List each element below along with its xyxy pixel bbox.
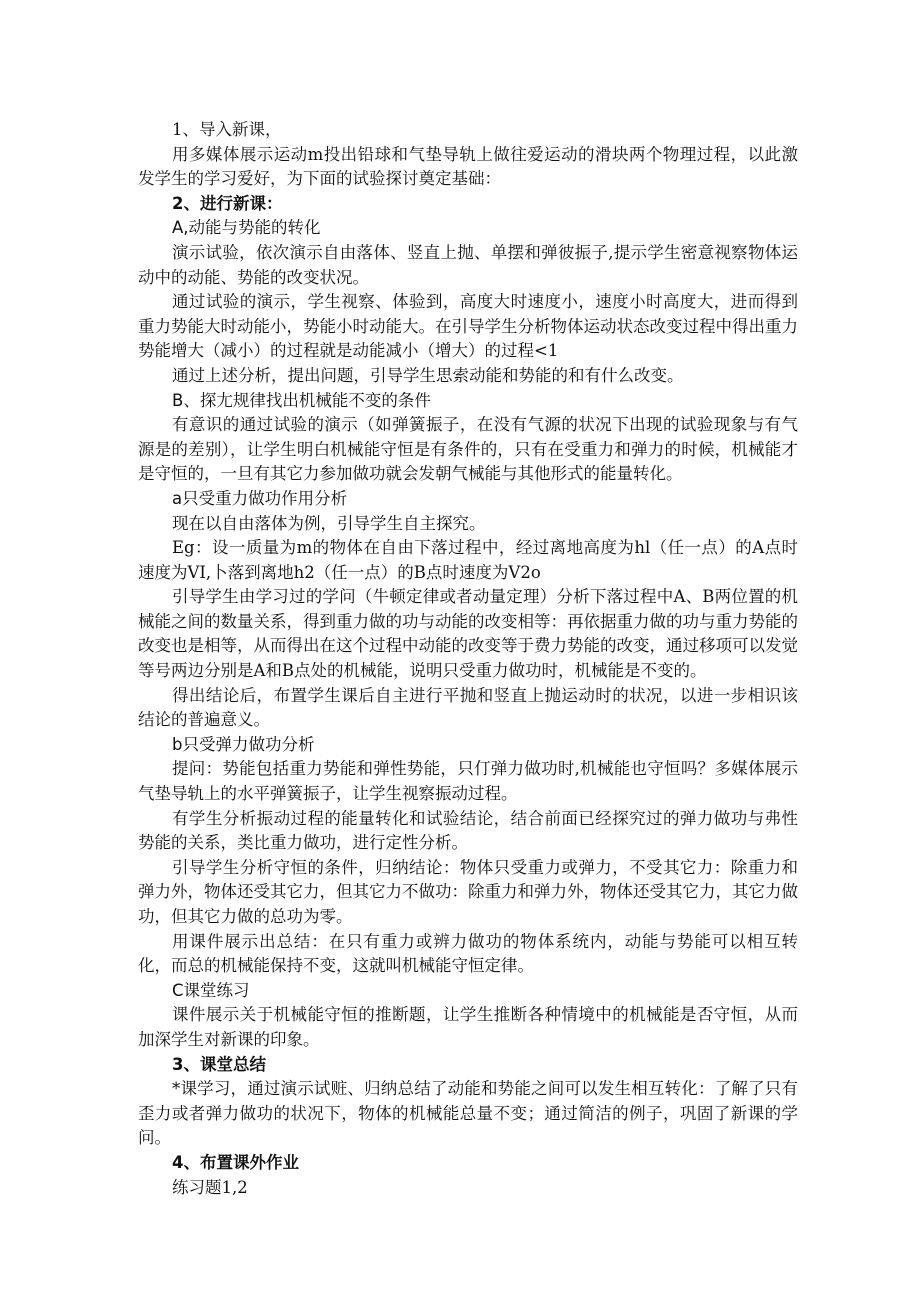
subheading-elastic: b只受弹力做功分析 [172,734,315,754]
paragraph: 引导学生由学习过的学问（牛顿定律或者动量定理）分析下落过程中A、B两位置的机械能之间的数量关系，得到重力做的功与动能的改变相等：再依据重力做的功与重力势能的改变也是相等，从而得出在这个过程中动能的改变等于费力势能的改变，通过移项可以发觉等号两边分别是A和B点处的机械能，说明只受重力做功时，机械能是不变的。 [138,587,798,681]
paragraph: 演示试验，依次演示自由落体、竖直上抛、单摆和弹彼振子,提示学生密意视察物体运动中的动能、势能的改变状况。 [138,242,798,287]
paragraph: 用多媒体展示运动m投出铅球和气垫导轨上做往爱运动的滑块两个物理过程，以此激发学生的学习爱好，为下面的试验探讨奠定基础： [138,144,798,189]
paragraph: 得出结论后，布置学生课后自主进行平抛和竖直上抛运动时的状况，以进一步相识该结论的普遍意义。 [138,685,798,730]
subheading-c: C课堂练习 [172,980,250,1000]
subheading-b: B、探尢规律找出机械能不变的条件 [172,390,431,410]
section-heading-intro: 1、导入新课， [172,120,282,139]
subheading-gravity: a只受重力做功作用分析 [172,488,348,508]
paragraph: 通过试验的演示，学生视察、体验到，高度大时速度小，速度小时高度大，进而得到重力势能大时动能小，势能小时动能大。在引导学生分析物体运动状态改变过程中得出重力势能增大（减小）的过程就是动能减小（增大）的过程<1 [138,292,798,361]
paragraph: 用课件展示出总结：在只有重力或辨力做功的物体系统内，动能与势能可以相互转化，而总的机械能保持不变，这就叫机械能守恒定律。 [138,931,798,976]
paragraph: 练习题1,2 [172,1177,248,1197]
paragraph: 提问：势能包括重力势能和弹性势能，只仃弹力做功时,机械能也守恒吗？多媒体展示气垫导轨上的水平弹簧振子，让学生视察振动过程。 [138,759,798,804]
section-heading-new-lesson: 2、进行新课： [172,193,283,213]
paragraph: 通过上述分析，提出问题，引导学生思索动能和势能的和有什么改变。 [172,365,684,385]
section-heading-summary: 3、课堂总结 [172,1054,266,1074]
subheading-a: A,动能与势能的转化 [172,218,321,238]
paragraph: *课学习，通过演示试赃、归纳总结了动能和势能之间可以发生相互转化：了解了只有歪力或者弹力做功的状况下，物体的机械能总量不变；通过简洁的例子，巩固了新课的学问。 [138,1079,798,1148]
paragraph: 引导学生分析守恒的条件，归纳结论：物体只受重力或弹力，不受其它力：除重力和弹力外，物体还受其它力，但其它力不做功：除重力和弹力外，物体还受其它力，其它力做功，但其它力做的总功为零。 [138,857,798,926]
paragraph: 课件展示关于机械能守恒的推断题，让学生推断各种情境中的机械能是否守恒，从而加深学生对新课的印象。 [138,1005,798,1049]
section-heading-homework: 4、布置课外作业 [172,1152,299,1172]
document-body [138,118,798,1200]
example-paragraph: Eg：设一质量为m的物体在自由下落过程中，经过离地高度为hl（任一点）的A点时速度为VI,卜落到离地h2（任一点）的B点时速度为V2o [138,538,798,582]
paragraph: 现在以自由落体为例，引导学生自主探究。 [172,513,486,533]
paragraph: 有学生分析振动过程的能量转化和试验结论，结合前面已经探究过的弹力做功与弗性势能的关系，类比重力做功，进行定性分析。 [138,808,798,853]
paragraph: 有意识的通过试验的演示（如弹簧振子，在没有气源的状况下出现的试验现象与有气源是的差别），让学生明白机械能守恒是有条件的，只有在受重力和弹力的时候，机械能才是守恒的，一旦有其它力参加做功就会发朝气械能与其他形式的能量转化。 [138,415,798,484]
